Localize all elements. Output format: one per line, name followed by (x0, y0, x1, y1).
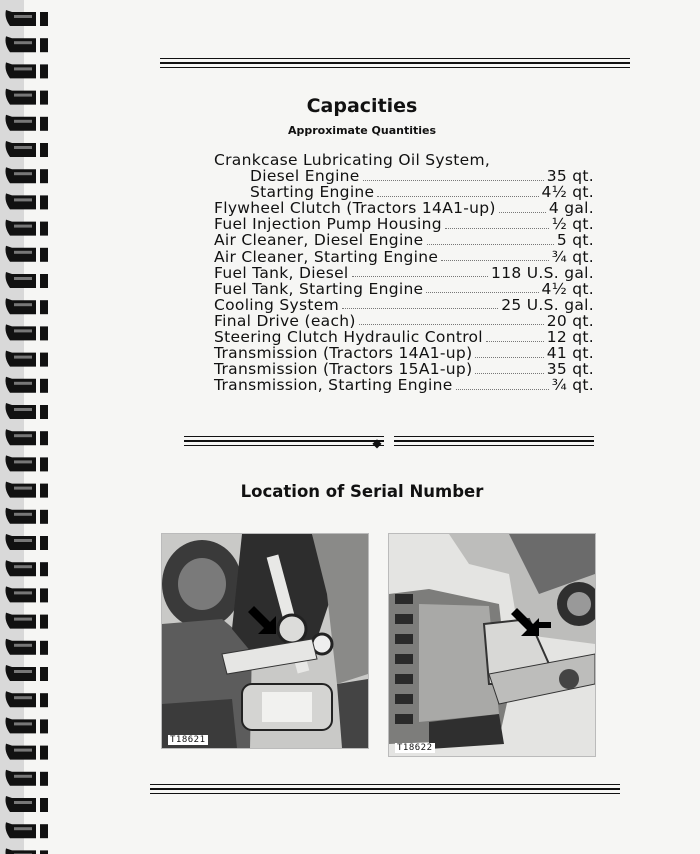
capacity-name: Cooling System (214, 295, 339, 314)
capacity-value: 118 U.S. gal. (491, 263, 594, 282)
binding-ring (6, 220, 49, 236)
leader-dots (441, 260, 548, 261)
top-rule (160, 58, 630, 72)
capacity-name: Fuel Tank, Diesel (214, 263, 349, 282)
leader-dots (342, 308, 498, 309)
binding-ring (6, 62, 49, 78)
binding-ring (6, 298, 49, 314)
capacity-value: 12 qt. (546, 328, 594, 347)
leader-dots (456, 389, 549, 390)
capacity-value: ½ qt. (551, 215, 594, 234)
capacity-value: ¾ qt. (551, 247, 594, 266)
leader-dots (475, 357, 543, 358)
capacities-list (214, 152, 594, 393)
track-photo (388, 533, 596, 757)
leader-dots (377, 196, 538, 197)
divider-right (394, 436, 594, 448)
binding-ring (6, 351, 49, 367)
capacity-row (214, 265, 594, 281)
capacity-name: Final Drive (each) (214, 311, 356, 330)
capacity-row (214, 361, 594, 377)
leader-dots (363, 180, 544, 181)
capacity-value: 35 qt. (546, 360, 594, 379)
capacity-row (214, 329, 594, 345)
binding-ring (6, 403, 49, 419)
leader-dots (352, 276, 489, 277)
capacity-name: Diesel Engine (250, 167, 360, 186)
capacity-row (214, 216, 594, 232)
capacities-subtitle: Approximate Quantities (287, 124, 437, 137)
binding-ring (6, 508, 49, 524)
leader-dots (475, 373, 543, 374)
photo-label-2: T18622 (397, 743, 433, 753)
capacity-name: Fuel Tank, Starting Engine (214, 279, 424, 298)
leader-dots (359, 324, 544, 325)
capacity-name: Fuel Injection Pump Housing (214, 215, 442, 234)
binding-ring (6, 10, 49, 26)
capacity-name: Starting Engine (250, 183, 375, 202)
binding-ring (6, 665, 49, 681)
binding-ring (6, 141, 49, 157)
leader-dots (499, 212, 546, 213)
capacity-name: Steering Clutch Hydraulic Control (214, 328, 483, 347)
leader-dots (427, 244, 554, 245)
leader-dots (486, 341, 544, 342)
binding-ring (6, 560, 49, 576)
capacity-value: 20 qt. (546, 311, 594, 330)
binding-ring (6, 639, 49, 655)
capacity-value: 5 qt. (556, 231, 594, 250)
binding-ring (6, 89, 49, 105)
binding-ring (6, 36, 49, 52)
engine-photo (161, 533, 369, 749)
binding-ring (6, 482, 49, 498)
capacity-row (214, 232, 594, 248)
capacity-row (214, 168, 594, 184)
capacity-row (214, 281, 594, 297)
leader-dots (426, 292, 538, 293)
binding-ring (6, 534, 49, 550)
binding-ring (6, 193, 49, 209)
capacity-name: Transmission, Starting Engine (214, 376, 453, 395)
serial-title: Location of Serial Number (240, 482, 484, 501)
binding-ring (6, 613, 49, 629)
capacities-title: Capacities (306, 95, 418, 117)
binding-ring (6, 324, 49, 340)
capacity-name: Flywheel Clutch (Tractors 14A1-up) (214, 199, 496, 218)
capacity-value: 35 qt. (546, 167, 594, 186)
binding-ring (6, 429, 49, 445)
bottom-rule (150, 784, 620, 798)
capacity-value: 4½ qt. (541, 183, 594, 202)
capacity-value: 4 gal. (548, 199, 594, 218)
binding-ring (6, 246, 49, 262)
leader-dots (445, 228, 549, 229)
capacity-value: ¾ qt. (551, 376, 594, 395)
capacity-row (214, 345, 594, 361)
capacity-name: Crankcase Lubricating Oil System, (214, 151, 491, 169)
binding-ring (6, 272, 49, 288)
capacity-row (214, 377, 594, 393)
binding-ring (6, 796, 49, 812)
capacity-row (214, 249, 594, 265)
binding-ring (6, 770, 49, 786)
capacity-name: Transmission (Tractors 15A1-up) (214, 360, 473, 379)
binding-ring (6, 167, 49, 183)
photo-label-1: T18621 (170, 735, 206, 745)
divider-left (184, 436, 384, 448)
divider-ornament: ◆ (372, 436, 382, 450)
binding-ring (6, 744, 49, 760)
capacity-row (214, 152, 594, 168)
manual-page (24, 0, 700, 854)
capacity-value: 4½ qt. (541, 279, 594, 298)
capacity-row (214, 313, 594, 329)
capacity-value: 41 qt. (546, 344, 594, 363)
spiral-binding (0, 0, 70, 854)
binding-ring (6, 691, 49, 707)
capacity-name: Air Cleaner, Diesel Engine (214, 231, 424, 250)
capacity-name: Air Cleaner, Starting Engine (214, 247, 439, 266)
capacity-row (214, 297, 594, 313)
capacity-value: 25 U.S. gal. (501, 295, 594, 314)
binding-ring (6, 586, 49, 602)
binding-ring (6, 717, 49, 733)
capacity-name: Transmission (Tractors 14A1-up) (214, 344, 473, 363)
capacity-row (214, 184, 594, 200)
binding-ring (6, 377, 49, 393)
capacity-row (214, 200, 594, 216)
binding-ring (6, 822, 49, 838)
binding-ring (6, 115, 49, 131)
binding-ring (6, 455, 49, 471)
